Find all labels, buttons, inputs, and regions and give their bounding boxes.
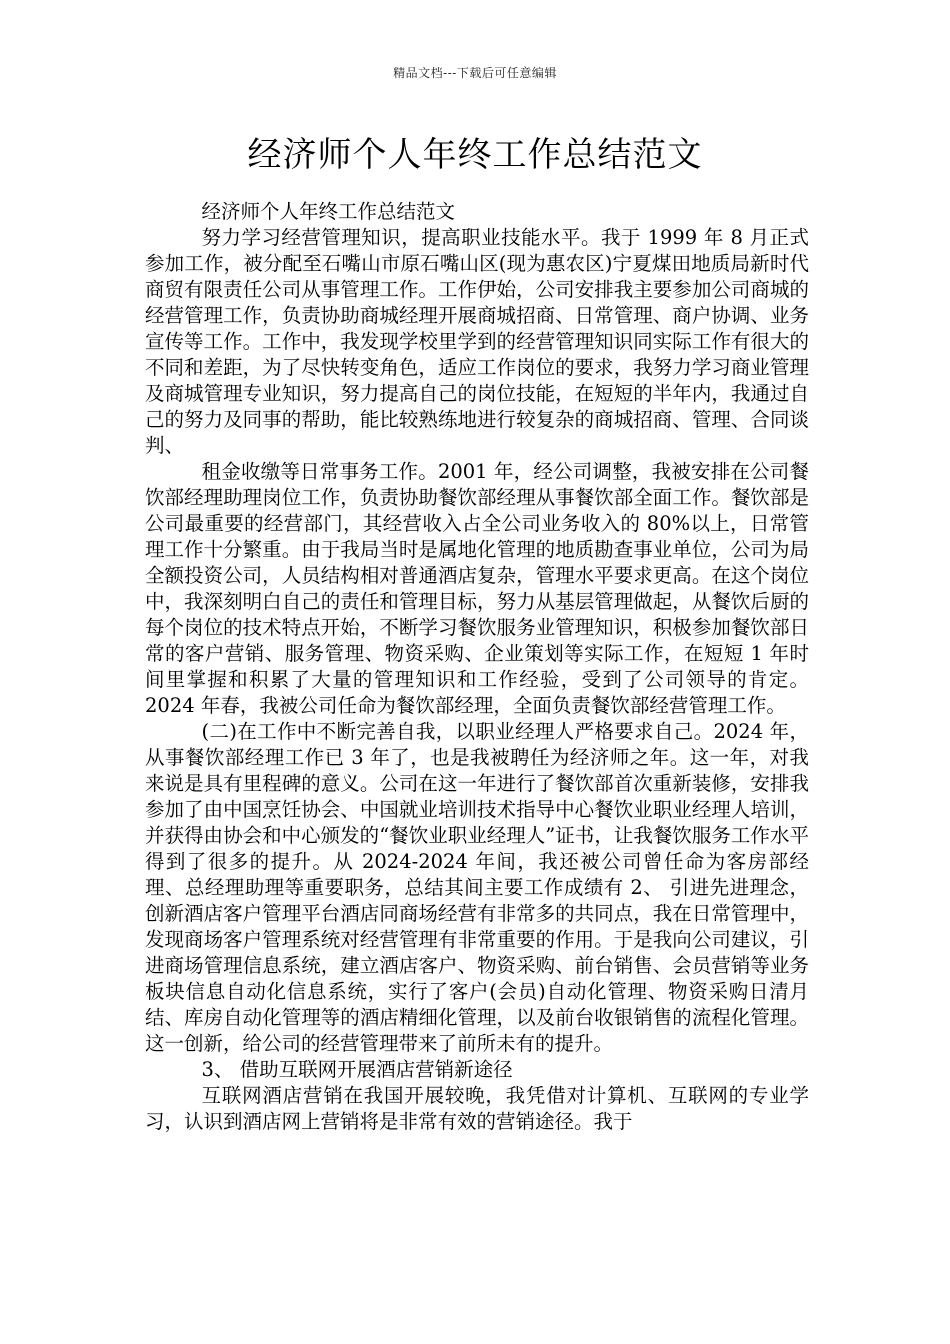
body-paragraph: 经济师个人年终工作总结范文 xyxy=(201,200,456,223)
body-paragraph: 互联网酒店营销在我国开展较晚，我凭借对计算机、互联网的专业学习，认识到酒店网上营销将是非常有效的营销途径。我于 xyxy=(145,1084,809,1133)
body-paragraph: 3、 借助互联网开展酒店营销新途径 xyxy=(201,1058,513,1081)
document-title: 经济师个人年终工作总结范文 xyxy=(247,135,703,175)
body-paragraph: 租金收缴等日常事务工作。2001 年，经公司调整，我被安排在公司餐饮部经理助理岗位工作，负责协助餐饮部经理从事餐饮部全面工作。餐饮部是公司最重要的经营部门，其经营收入占全公司业务收入的 80%以上，日常管理工作十分繁重。由于我局当时是属地化管理的地质勘查事业单位，公司为局全额投资公司，人员结构相对普通酒店复杂，管理水平要求更高。在这个岗位中，我深刻明白自己的责任和管理目标，努力从基层管理做起，从餐饮后厨的每个岗位的技术特点开始，不断学习餐饮服务业管理知识，积极参加餐饮部日常的客户营销、服务管理、物资采购、企业策划等实际工作，在短短 1 年时间里掌握和积累了大量的管理知识和工作经验，受到了公司领导的肯定。2024 年春，我被公司任命为餐饮部经理，全面负责餐饮部经营管理工作。 xyxy=(145,460,809,717)
body-paragraph: 努力学习经营管理知识，提高职业技能水平。我于 1999 年 8 月正式参加工作，被分配至石嘴山市原石嘴山区(现为惠农区)宁夏煤田地质局新时代商贸有限责任公司从事管理工作。工作伊始，公司安排我主要参加公司商城的经营管理工作，负责协助商城经理开展商城招商、日常管理、商户协调、业务宣传等工作。工作中，我发现学校里学到的经营管理知识同实际工作有很大的不同和差距，为了尽快转变角色，适应工作岗位的要求，我努力学习商业管理及商城管理专业知识，努力提高自己的岗位技能，在短短的半年内，我通过自己的努力及同事的帮助，能比较熟练地进行较复杂的商城招商、管理、合同谈判、 xyxy=(145,226,809,457)
header-note: 精品文档---下载后可任意编辑 xyxy=(393,66,557,80)
body-paragraph: (二)在工作中不断完善自我，以职业经理人严格要求自己。2024 年，从事餐饮部经理工作已 3 年了，也是我被聘任为经济师之年。这一年，对我来说是具有里程碑的意义。公司在这一年进行了餐饮部首次重新装修，安排我参加了由中国烹饪协会、中国就业培训技术指导中心餐饮业职业经理人培训，并获得由协会和中心颁发的“餐饮业职业经理人”证书，让我餐饮服务工作水平得到了很多的提升。从 2024-2024 年间，我还被公司曾任命为客房部经理、总经理助理等重要职务，总结其间主要工作成绩有 2、 引进先进理念，创新酒店客户管理平台酒店同商场经营有非常多的共同点，我在日常管理中，发现商场客户管理系统对经营管理有非常重要的作用。于是我向公司建议，引进商场管理信息系统，建立酒店客户、物资采购、前台销售、会员营销等业务板块信息自动化信息系统，实行了客户(会员)自动化管理、物资采购日清月结、库房自动化管理等的酒店精细化管理，以及前台收银销售的流程化管理。这一创新，给公司的经营管理带来了前所未有的提升。 xyxy=(145,720,809,1055)
document-body xyxy=(145,199,809,1135)
